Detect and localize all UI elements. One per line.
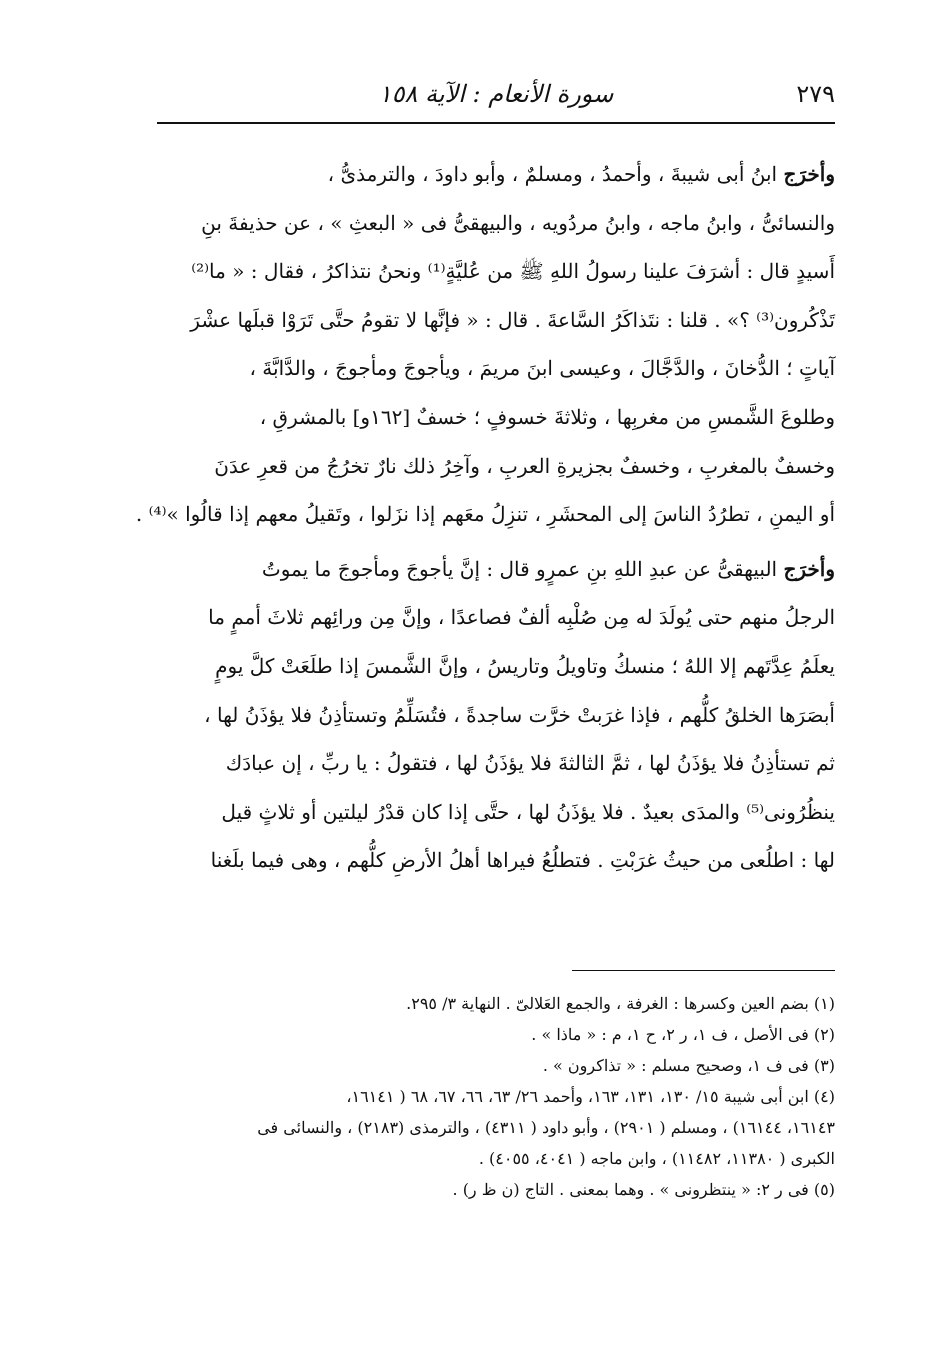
- paragraph-2: [157, 545, 835, 885]
- text-line: تَذْكُرون⁽³⁾ ؟» . قلنا : نتَذاكَرُ السَّاعةَ . قال : « فإنَّها لا تقومُ حتَّى تَرَوْا قبلَها عشْرَ: [190, 307, 835, 332]
- line-text: ابنُ أبى شيبةَ ، وأحمدُ ، ومسلمٌ ، وأبو داودَ ، والترمذىُّ ،: [327, 162, 778, 186]
- footnote: (٤) ابن أبى شيبة ١٥/ ١٣٠، ١٣١، ١٦٣، وأحمد ٢٦/ ٦٣، ٦٦، ٦٧، ٦٨ ( ١٦١٤١،: [346, 1087, 835, 1106]
- text-line: آياتٍ ؛ الدُّخانَ ، والدَّجَّالَ ، وعيسى ابنَ مريمَ ، ويأجوجَ ومأجوجَ ، والدَّابَّةَ ،: [249, 356, 835, 381]
- paragraph-lead: وأخرَج: [783, 556, 835, 581]
- line-text: البيهقىُّ عن عبدِ اللهِ بنِ عمرٍو قال : إنَّ يأجوجَ ومأجوجَ ما يموتُ: [261, 556, 778, 581]
- footnote: (٢) فى الأصل ، ف ١، ر ٢، ح ١، م : « ماذا » .: [531, 1025, 835, 1044]
- footnote: الكبرى ( ١١٣٨٠، ١١٤٨٢) ، وابن ماجه ( ٤٠٤١، ٤٠٥٥) .: [478, 1149, 835, 1168]
- footnote: ١٦١٤٣، ١٦١٤٤) ، ومسلم ( ٢٩٠١) ، وأبو داود ( ٤٣١١) ، والترمذى (٢١٨٣) ، والنسائى فى: [257, 1118, 835, 1137]
- footnote: (١) بضم العين وكسرها : الغرفة ، والجمع العَلالىّ . النهاية ٣/ ٢٩٥.: [406, 994, 835, 1013]
- page-header: [157, 78, 835, 114]
- text-line: ينظُرُونى⁽⁵⁾ والمدَى بعيدٌ . فلا يؤذَنُ لها ، حتَّى إذا كان قدْرُ ليلتين أو ثلاثٍ قيل: [221, 799, 835, 824]
- footnote: (٣) فى ف ١، وصحيح مسلم : « تذاكرون » .: [542, 1056, 835, 1075]
- footnotes: [157, 988, 835, 1205]
- footnote-rule: [572, 970, 835, 971]
- text-line: [157, 545, 835, 594]
- text-line: وخسفٌ بالمغربِ ، وخسفٌ بجزيرةِ العربِ ، وآخِرُ ذلك نارٌ تخرُجُ من قعرِ عدَنَ: [214, 453, 835, 478]
- text-line: الرجلُ منهم حتى يُولَدَ له مِن صُلْبِه ألفٌ فصاعدًا ، وإنَّ مِن ورائِهم ثلاثَ أممٍ ما: [208, 605, 835, 630]
- text-line: والنسائىُّ ، وابنُ ماجه ، وابنُ مردُويه ، والبيهقىُّ فى « البعثِ » ، عن حذيفةَ بنِ: [201, 210, 835, 235]
- text-line: أو اليمنِ ، تطرُدُ الناسَ إلى المحشَرِ ، تنزِلُ معَهم إذا نزَلوا ، وتَقيلُ معهم إذا قالُوا »⁽⁴⁾ .: [135, 502, 835, 527]
- running-title: سورة الأنعام : الآية ١٥٨: [378, 80, 614, 108]
- main-text: [135, 150, 835, 885]
- footnote: (٥) فى ر ٢: « ينتظرونى » . وهما بمعنى . التاج (ن ظ ر) .: [452, 1180, 835, 1199]
- text-line: أَسيدٍ قال : أشرَفَ علينا رسولُ اللهِ ﷺ من عُليَّةٍ⁽¹⁾ ونحنُ نتذاكرُ ، فقال : « ما⁽²⁾: [191, 259, 835, 284]
- header-rule: [157, 122, 835, 124]
- text-line: يعلَمُ عِدَّتَهم إلا اللهُ ؛ منسكُ وتاويلُ وتاريسُ ، وإنَّ الشَّمسَ إذا طلَعَتْ كلَّ يومٍ: [215, 653, 835, 678]
- text-line: ثم تستأذِنُ فلا يؤذَنُ لها ، ثمَّ الثالثةَ فلا يؤذَنُ لها ، فتقولُ : يا ربِّ ، إن عبادَك: [225, 751, 835, 776]
- paragraph-1: [135, 150, 835, 539]
- text-line: أبصَرَها الخلقُ كلُّهم ، فإذا غرَبتْ خرَّت ساجدةً ، فتُسَلِّمُ وتستأذِنُ فلا يؤذَنُ لها ،: [204, 702, 835, 727]
- page-number: ٢٧٩: [796, 80, 835, 108]
- paragraph-lead: وأخرَج: [783, 162, 835, 186]
- text-line: وطلوعَ الشَّمسِ من مغربِها ، وثلاثةَ خسوفٍ ؛ خسفٌ [١٦٢و] بالمشرقِ ،: [259, 404, 835, 429]
- text-line: [157, 150, 835, 199]
- text-line: لها : اطلُعى من حيثُ غرَبْتِ . فتطلُعُ فيراها أهلُ الأرضِ كلُّهم ، وهى فيما بلَغنا: [210, 848, 835, 873]
